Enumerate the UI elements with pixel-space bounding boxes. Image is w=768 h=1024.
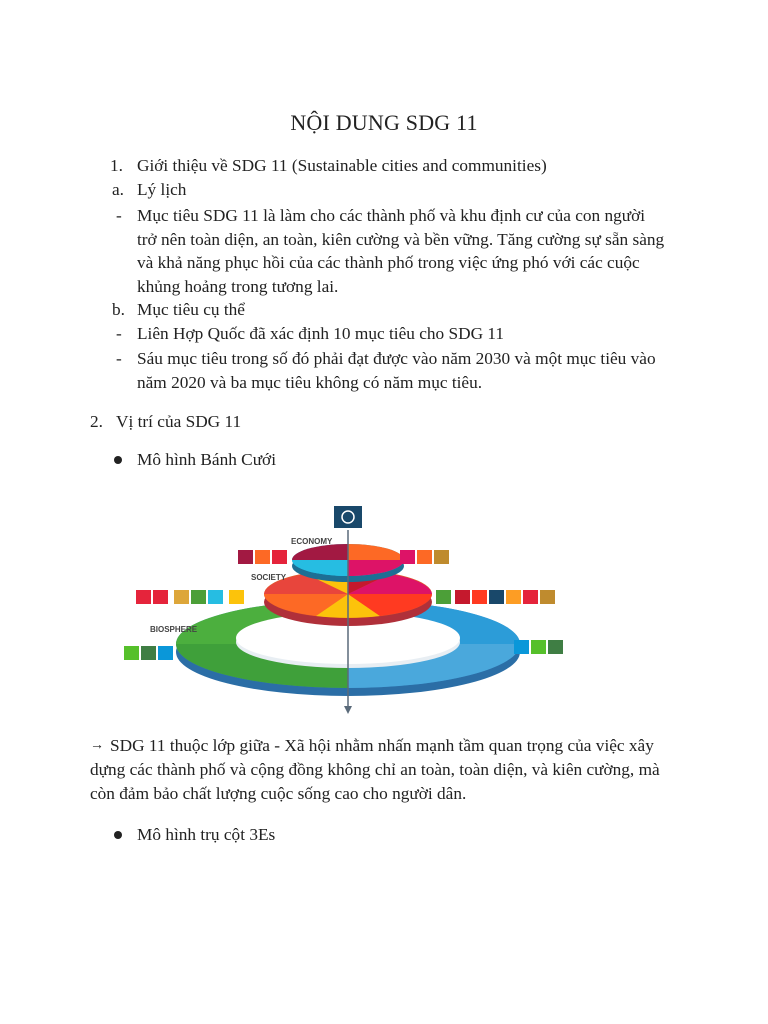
bullet-dot	[114, 831, 122, 839]
part-a-marker: a.	[112, 180, 124, 199]
part-b-item-line: năm 2020 và ba mục tiêu không có năm mục tiêu.	[137, 373, 483, 392]
conclusion-line: SDG 11 thuộc lớp giữa - Xã hội nhằm nhấn mạnh tầm quan trọng của việc xây	[110, 736, 654, 755]
bullet-wedding-cake: Mô hình Bánh Cưới	[137, 450, 277, 469]
wedding-cake-diagram	[116, 494, 602, 716]
document-title: NỘI DUNG SDG 11	[290, 110, 478, 135]
part-b-item-line: Liên Hợp Quốc đã xác định 10 mục tiêu cho SDG 11	[137, 324, 505, 343]
part-a-item-marker: -	[116, 206, 122, 225]
society-label: SOCIETY	[251, 573, 287, 582]
conclusion-arrow: →	[90, 738, 104, 753]
economy-label: ECONOMY	[291, 537, 333, 546]
part-b-heading: Mục tiêu cụ thể	[137, 300, 245, 319]
part-b-marker: b.	[112, 300, 125, 319]
part-a-item-line: trở nên toàn diện, an toàn, kiên cường và bền vững. Tăng cường sự sẵn sàng	[137, 230, 665, 249]
section1-heading: Giới thiệu về SDG 11 (Sustainable cities and communities)	[137, 156, 547, 175]
wedding-cake-figure	[116, 494, 602, 716]
part-a-item-line: Mục tiêu SDG 11 là làm cho các thành phố và khu định cư của con người	[137, 206, 646, 225]
conclusion-line: còn đảm bảo chất lượng cuộc sống cao cho người dân.	[90, 784, 467, 803]
conclusion-line: dựng các thành phố và cộng đồng không chỉ an toàn, toàn diện, và kiên cường, mà	[90, 760, 660, 779]
part-b-item-marker: -	[116, 324, 122, 343]
part-b-item-marker: -	[116, 349, 122, 368]
part-a-item-line: và khả năng phục hồi của các thành phố trong việc ứng phó với các cuộc	[137, 253, 640, 272]
section2-number: 2.	[90, 412, 103, 431]
section1-number: 1.	[110, 156, 123, 175]
part-a-item-line: khủng hoảng trong tương lai.	[137, 277, 339, 296]
biosphere-label: BIOSPHERE	[150, 625, 198, 634]
part-a-heading: Lý lịch	[137, 180, 187, 199]
section2-heading: Vị trí của SDG 11	[116, 412, 242, 431]
bullet-3es: Mô hình trụ cột 3Es	[137, 825, 276, 844]
part-b-item-line: Sáu mục tiêu trong số đó phải đạt được vào năm 2030 và một mục tiêu vào	[137, 349, 656, 368]
bullet-dot	[114, 456, 122, 464]
